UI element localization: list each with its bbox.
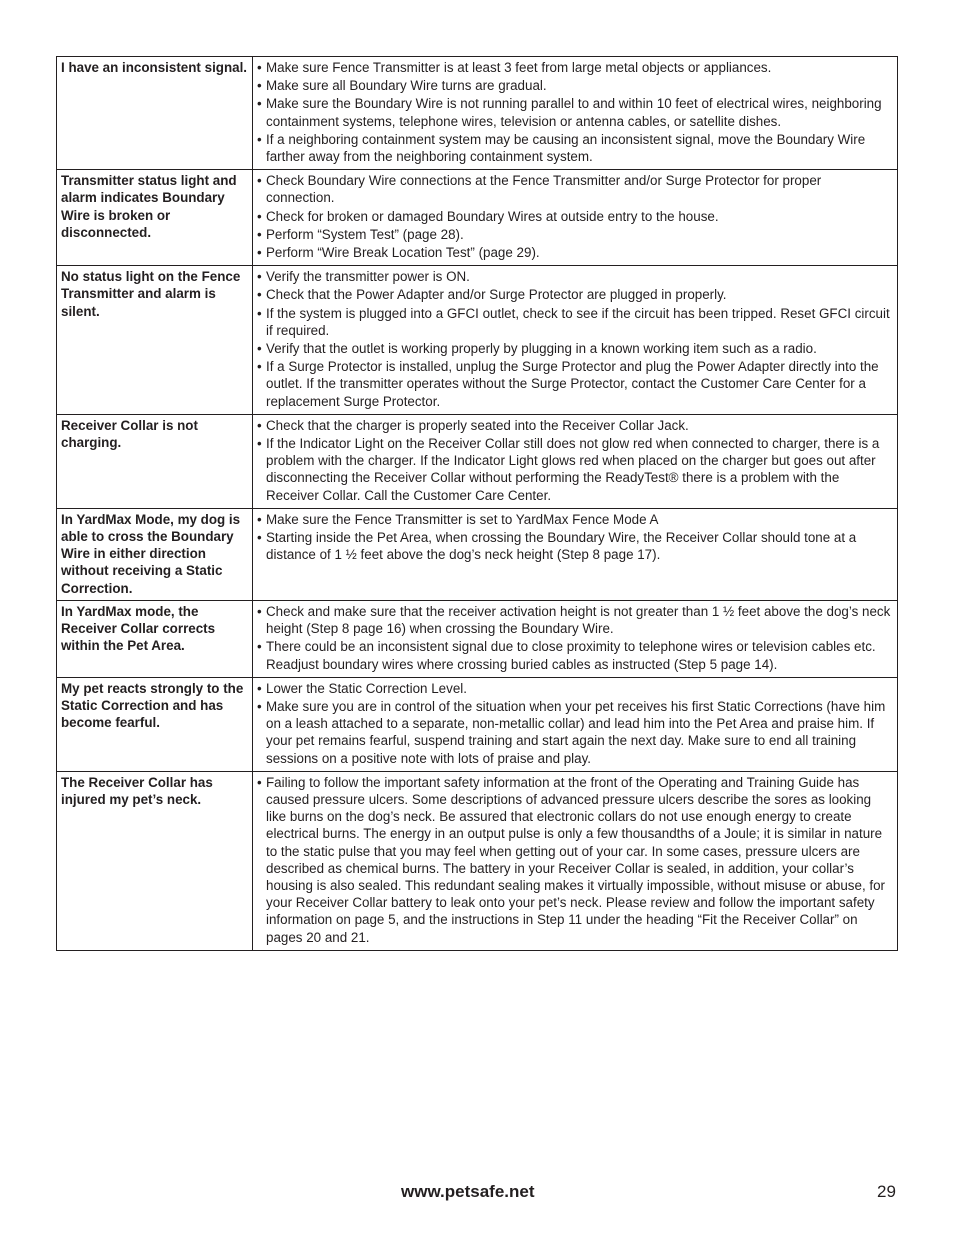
solution-item: • Check that the charger is properly seated into the Receiver Collar Jack. — [257, 417, 893, 434]
problem-cell: No status light on the Fence Transmitter and alarm is silent. — [57, 266, 253, 415]
solution-item: • Verify that the outlet is working properly by plugging in a known working item such as a radio. — [257, 340, 893, 357]
solution-list — [257, 417, 893, 504]
solution-cell — [253, 170, 898, 266]
solution-cell — [253, 771, 898, 950]
table-row — [57, 57, 898, 170]
solution-list — [257, 680, 893, 767]
table-row — [57, 414, 898, 508]
solution-item: • Check for broken or damaged Boundary Wires at outside entry to the house. — [257, 208, 893, 225]
solution-cell — [253, 677, 898, 771]
problem-cell: The Receiver Collar has injured my pet’s neck. — [57, 771, 253, 950]
solution-item: • There could be an inconsistent signal due to close proximity to telephone wires or television cables etc. Readjust boundary wires where crossing buried cables as instructed (Step 5 page 14). — [257, 638, 893, 672]
table-row — [57, 170, 898, 266]
table-body — [57, 57, 898, 951]
solution-list — [257, 172, 893, 261]
solution-item: • Starting inside the Pet Area, when crossing the Boundary Wire, the Receiver Collar should tone at a distance of 1 ½ feet above the dog’s neck height (Step 8 page 17). — [257, 529, 893, 563]
solution-list — [257, 603, 893, 673]
solution-item: • Make sure all Boundary Wire turns are gradual. — [257, 77, 893, 94]
solution-item: • Make sure the Boundary Wire is not running parallel to and within 10 feet of electrical wires, neighboring containment systems, telephone wires, television or antenna cables, or satellite dishes. — [257, 95, 893, 129]
problem-cell: Transmitter status light and alarm indicates Boundary Wire is broken or disconnected. — [57, 170, 253, 266]
troubleshooting-table — [56, 56, 898, 951]
solution-cell — [253, 57, 898, 170]
solution-item: • Perform “Wire Break Location Test” (page 29). — [257, 244, 893, 261]
solution-item: • Failing to follow the important safety information at the front of the Operating and Training Guide has caused pressure ulcers. Some descriptions of advanced pressure ulcers describe the sores as looking like burns on the dog’s neck. Be assured that electronic collars do not use enough energy to create electrical burns. The energy in an output pulse is only a few thousandths of a Joule; it is similar in nature to the static pulse that you may feel when getting out of your car. In some cases, pressure ulcers are described as chemical burns. The battery in your Receiver Collar is sealed, in addition, your collar’s housing is also sealed. This redundant sealing makes it virtually impossible, without misuse or abuse, for your Receiver Collar battery to leak onto your pet’s neck. Please review and follow the important safety information on page 5, and the instructions in Step 11 under the heading “Fit the Receiver Collar” on pages 20 and 21. — [257, 774, 893, 946]
solution-item: • Perform “System Test” (page 28). — [257, 226, 893, 243]
solution-cell — [253, 600, 898, 677]
solution-list — [257, 511, 893, 564]
solution-item: • If a neighboring containment system may be causing an inconsistent signal, move the Boundary Wire farther away from the neighboring containment system. — [257, 131, 893, 165]
problem-cell: My pet reacts strongly to the Static Correction and has become fearful. — [57, 677, 253, 771]
table-row — [57, 600, 898, 677]
solution-item: • Make sure the Fence Transmitter is set to YardMax Fence Mode A — [257, 511, 893, 528]
solution-list — [257, 774, 893, 946]
problem-cell: In YardMax mode, the Receiver Collar corrects within the Pet Area. — [57, 600, 253, 677]
problem-cell: In YardMax Mode, my dog is able to cross the Boundary Wire in either direction without receiving a Static Correction. — [57, 508, 253, 600]
solution-item: • If the Indicator Light on the Receiver Collar still does not glow red when connected to charger, there is a problem with the charger. If the Indicator Light glows red when placed on the charger but goes out after disconnecting the Receiver Collar without performing the ReadyTest® there is a problem with the Receiver Collar. Call the Customer Care Center. — [257, 435, 893, 504]
solution-list — [257, 59, 893, 165]
solution-item: • Make sure Fence Transmitter is at least 3 feet from large metal objects or appliances. — [257, 59, 893, 76]
problem-cell: Receiver Collar is not charging. — [57, 414, 253, 508]
solution-item: • If the system is plugged into a GFCI outlet, check to see if the circuit has been tripped. Reset GFCI circuit if required. — [257, 305, 893, 339]
solution-item: • Verify the transmitter power is ON. — [257, 268, 893, 285]
table-row — [57, 771, 898, 950]
footer-website-url[interactable]: www.petsafe.net — [401, 1182, 535, 1201]
table-row — [57, 266, 898, 415]
solution-item: • Check that the Power Adapter and/or Surge Protector are plugged in properly. — [257, 286, 893, 303]
solution-item: • Check Boundary Wire connections at the Fence Transmitter and/or Surge Protector for proper connection. — [257, 172, 893, 206]
solution-item: • Check and make sure that the receiver activation height is not greater than 1 ½ feet above the dog’s neck height (Step 8 page 16) when crossing the Boundary Wire. — [257, 603, 893, 637]
table-row — [57, 677, 898, 771]
solution-cell — [253, 414, 898, 508]
solution-cell — [253, 508, 898, 600]
solution-item: • If a Surge Protector is installed, unplug the Surge Protector and plug the Power Adapter directly into the outlet. If the transmitter operates without the Surge Protector, contact the Customer Care Center for a replacement Surge Protector. — [257, 358, 893, 410]
problem-cell: I have an inconsistent signal. — [57, 57, 253, 170]
page-number: 29 — [877, 1182, 896, 1201]
solution-item: • Make sure you are in control of the situation when your pet receives his first Static Corrections (have him on a leash attached to a separate, non-metallic collar) and lead him into the Pet Area and praise him. If your pet remains fearful, suspend training and start again the next day. Make sure to end all training sessions on a positive note with lots of praise and play. — [257, 698, 893, 767]
table-row — [57, 508, 898, 600]
solution-cell — [253, 266, 898, 415]
solution-list — [257, 268, 893, 410]
solution-item: • Lower the Static Correction Level. — [257, 680, 893, 697]
